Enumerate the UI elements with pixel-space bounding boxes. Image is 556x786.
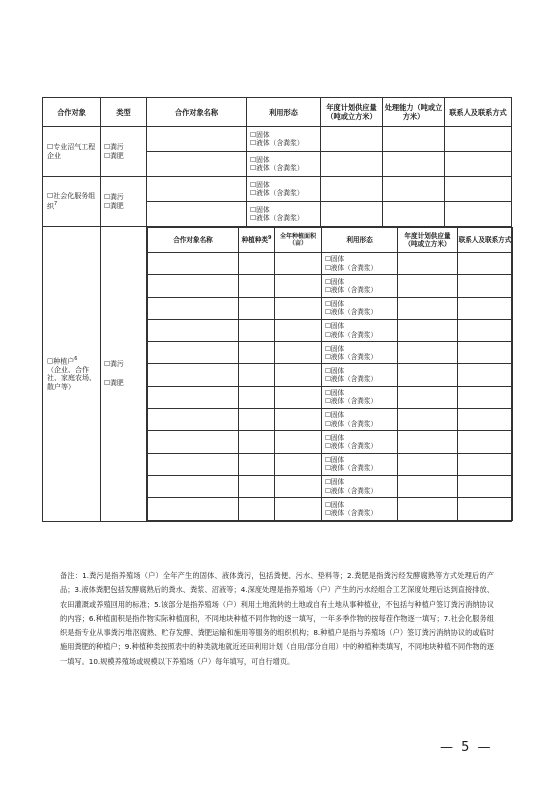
solid-checkbox[interactable]: ☐固体 (325, 300, 345, 308)
partner-name-cell[interactable] (148, 364, 239, 386)
contact-cell[interactable] (458, 364, 513, 386)
sub-header-annual-supply: 年度计划供应量（吨或立方米） (398, 228, 458, 253)
solid-checkbox[interactable]: ☐固体 (325, 255, 345, 264)
contact-cell[interactable] (445, 152, 512, 177)
partner-name-cell[interactable] (148, 253, 239, 275)
area-cell[interactable] (275, 253, 322, 275)
sub-header-contact: 联系人及联系方式 (458, 228, 513, 253)
contact-cell[interactable] (445, 202, 512, 227)
partner-table (42, 97, 512, 522)
header-contact: 联系人及联系方式 (445, 98, 512, 127)
planter-sub-row (148, 319, 513, 341)
solid-checkbox[interactable]: ☐固体 (250, 205, 270, 214)
footnote-mark: 7 (54, 200, 58, 207)
contact-cell[interactable] (458, 475, 513, 497)
area-cell[interactable] (275, 297, 322, 319)
solid-checkbox[interactable]: ☐固体 (325, 389, 345, 398)
area-cell[interactable] (275, 319, 322, 341)
planter-sub-row (148, 253, 513, 275)
solid-checkbox[interactable]: ☐固体 (250, 180, 270, 189)
area-cell[interactable] (275, 409, 322, 431)
supply-cell[interactable] (398, 342, 458, 364)
contact-cell[interactable] (458, 275, 513, 297)
capacity-cell[interactable] (383, 127, 445, 152)
sub-header-partner-name: 合作对象名称 (148, 228, 239, 253)
liquid-checkbox[interactable]: ☐液体（含粪浆） (325, 397, 378, 406)
area-cell[interactable] (275, 431, 322, 453)
crop-cell[interactable] (239, 409, 275, 431)
supply-cell[interactable] (398, 297, 458, 319)
liquid-checkbox[interactable]: ☐液体（含粪浆） (250, 164, 304, 172)
planter-subtable-cell (147, 227, 512, 522)
partner-name-cell[interactable] (147, 152, 247, 177)
page-number: — 5 — (440, 740, 493, 755)
crop-cell[interactable] (239, 498, 275, 520)
crop-cell[interactable] (239, 364, 275, 386)
contact-cell[interactable] (458, 253, 513, 275)
solid-checkbox[interactable]: ☐固体 (325, 411, 345, 420)
partner-name-cell[interactable] (148, 386, 239, 408)
manure-waste-checkbox[interactable]: ☐粪污 (104, 193, 124, 202)
solid-checkbox[interactable]: ☐固体 (325, 344, 345, 353)
liquid-checkbox[interactable]: ☐液体（含粪浆） (250, 214, 304, 222)
liquid-checkbox[interactable]: ☐液体（含粪浆） (325, 352, 378, 361)
area-cell[interactable] (275, 498, 322, 520)
partner-planter-cell (43, 227, 101, 522)
header-type: 类型 (101, 98, 147, 127)
use-form-cell (322, 319, 398, 341)
supply-cell[interactable] (398, 431, 458, 453)
solid-checkbox[interactable]: ☐固体 (325, 433, 345, 442)
liquid-checkbox[interactable]: ☐液体（含粪浆） (325, 442, 378, 451)
partner-name-cell[interactable] (148, 475, 239, 497)
footnote-mark: 9 (267, 235, 272, 242)
supply-cell[interactable] (398, 498, 458, 520)
supply-cell[interactable] (321, 127, 383, 152)
contact-cell[interactable] (458, 342, 513, 364)
table-row (43, 127, 512, 152)
liquid-checkbox[interactable]: ☐液体（含粪浆） (325, 330, 378, 339)
liquid-checkbox[interactable]: ☐液体（含粪浆） (325, 486, 378, 495)
solid-checkbox[interactable]: ☐固体 (250, 130, 270, 139)
partner-name-cell[interactable] (148, 431, 239, 453)
use-form-cell (322, 386, 398, 408)
area-cell[interactable] (275, 386, 322, 408)
planter-sub-row (148, 431, 513, 453)
use-form-cell (247, 202, 321, 227)
liquid-checkbox[interactable]: ☐液体（含粪浆） (325, 375, 378, 384)
supply-cell[interactable] (321, 177, 383, 202)
partner-name-cell[interactable] (148, 319, 239, 341)
use-form-cell (322, 342, 398, 364)
area-cell[interactable] (275, 275, 322, 297)
manure-fert-checkbox[interactable]: ☐粪肥 (104, 151, 124, 160)
solid-checkbox[interactable]: ☐固体 (325, 277, 345, 286)
liquid-checkbox[interactable]: ☐液体（含粪浆） (325, 263, 378, 272)
use-form-cell (322, 275, 398, 297)
supply-cell[interactable] (321, 202, 383, 227)
type-options (101, 227, 147, 522)
liquid-checkbox[interactable]: ☐液体（含粪浆） (325, 308, 378, 317)
header-annual-supply: 年度计划供应量（吨或立方米） (321, 98, 383, 127)
planter-sub-row (148, 386, 513, 408)
partner-name-cell[interactable] (147, 127, 247, 152)
planter-sub-row (148, 342, 513, 364)
supply-cell[interactable] (398, 409, 458, 431)
area-cell[interactable] (275, 364, 322, 386)
use-form-cell (322, 453, 398, 475)
contact-cell[interactable] (458, 498, 513, 520)
partner-planter-checkbox[interactable]: ☐种植户 (47, 356, 75, 365)
planter-sub-row (148, 498, 513, 520)
partner-name-cell[interactable] (148, 275, 239, 297)
partner-name-cell[interactable] (147, 202, 247, 227)
use-form-cell (322, 498, 398, 520)
liquid-checkbox[interactable]: ☐液体（含粪浆） (325, 419, 378, 428)
use-form-cell (247, 127, 321, 152)
planter-sub-row (148, 364, 513, 386)
sub-header-area: 全年种植面积（亩） (275, 228, 322, 253)
crop-cell[interactable] (239, 297, 275, 319)
partner-name-cell[interactable] (148, 498, 239, 520)
supply-cell[interactable] (398, 453, 458, 475)
solid-checkbox[interactable]: ☐固体 (325, 366, 345, 375)
header-use-form: 利用形态 (247, 98, 321, 127)
partner-name-cell[interactable] (148, 297, 239, 319)
partner-name-cell[interactable] (148, 409, 239, 431)
subtable-header-row (148, 228, 513, 253)
liquid-checkbox[interactable]: ☐液体（含粪浆） (250, 139, 304, 147)
sub-header-use-form: 利用形态 (322, 228, 398, 253)
capacity-cell[interactable] (383, 202, 445, 227)
area-cell[interactable] (275, 342, 322, 364)
solid-checkbox[interactable]: ☐固体 (325, 456, 345, 465)
partner-biogas-checkbox[interactable]: ☐专业沼气工程企业 (43, 127, 101, 177)
manure-fert-checkbox[interactable]: ☐粪肥 (104, 201, 124, 210)
crop-cell[interactable] (239, 342, 275, 364)
contact-cell[interactable] (458, 453, 513, 475)
header-capacity: 处理能力（吨或立方米） (383, 98, 445, 127)
planter-sub-row (148, 475, 513, 497)
use-form-cell (247, 177, 321, 202)
notes-text: 备注：1.粪污是指养殖场（户）全年产生的固体、液体粪污，包括粪便、污水、垫料等；2.粪肥是指粪污经发酵腐熟等方式处理后的产品；3.液体粪肥包括发酵腐熟后的粪水、粪浆、沼液等；4.深度处理是指养殖场（户）产生的污水经组合工艺深度处理后达到直接排放、农田灌溉或养殖回用的标准；5.该部分是指养殖场（户）利用土地流转的土地或自有土地从事种植业，不包括与种植户签订粪污消纳协议的内容；6.种植面积是指作物实际种植面积，不同地块种植不同作物的逐一填写，一年多季作物的按每茬作物逐一填写；7.社会化服务组织是指专业从事粪污堆沤腐熟、贮存发酵、粪肥运输和施用等服务的组织机构；8.种植户是指与养殖场（户）签订粪污消纳协议的或临时施用粪肥的种植户；9.种植种类按照表中的种类就地就近还田利用计划（自用/部分自用）中的种植种类填写，不同地块种植不同作物的逐一填写。10.规模养殖场或规模以下养殖场（户）每年填写，可自行增页。 (60, 571, 494, 666)
liquid-checkbox[interactable]: ☐液体（含粪浆） (250, 189, 304, 197)
supply-cell[interactable] (398, 275, 458, 297)
crop-cell[interactable] (239, 253, 275, 275)
footnote-mark: 6 (74, 355, 78, 362)
contact-cell[interactable] (445, 177, 512, 202)
supply-cell[interactable] (398, 386, 458, 408)
crop-cell[interactable] (239, 319, 275, 341)
partner-name-cell[interactable] (147, 177, 247, 202)
partner-service-checkbox[interactable]: ☐社会化服务组织 (47, 192, 96, 211)
supply-cell[interactable] (398, 319, 458, 341)
use-form-cell (322, 253, 398, 275)
supply-cell[interactable] (398, 475, 458, 497)
partner-name-cell[interactable] (148, 342, 239, 364)
use-form-cell (322, 475, 398, 497)
crop-cell[interactable] (239, 475, 275, 497)
manure-waste-checkbox[interactable]: ☐粪污 (104, 360, 124, 369)
contact-cell[interactable] (458, 386, 513, 408)
header-partner: 合作对象 (43, 98, 101, 127)
contact-cell[interactable] (458, 431, 513, 453)
header-partner-name: 合作对象名称 (147, 98, 247, 127)
solid-checkbox[interactable]: ☐固体 (325, 500, 345, 509)
planter-subtable (147, 227, 513, 521)
liquid-checkbox[interactable]: ☐液体（含粪浆） (325, 464, 378, 473)
planter-sub-row (148, 297, 513, 319)
planter-row (43, 227, 512, 522)
sub-header-crop (239, 228, 275, 253)
partner-service-cell (43, 177, 101, 227)
contact-cell[interactable] (458, 297, 513, 319)
planter-sub-row (148, 453, 513, 475)
capacity-cell[interactable] (383, 177, 445, 202)
manure-waste-checkbox[interactable]: ☐粪污 (104, 143, 124, 152)
table-row (43, 177, 512, 202)
supply-cell[interactable] (398, 364, 458, 386)
solid-checkbox[interactable]: ☐固体 (325, 478, 345, 487)
type-options (101, 127, 147, 177)
planter-sub-row (148, 409, 513, 431)
crop-cell[interactable] (239, 431, 275, 453)
table-header-row (43, 98, 512, 127)
partner-name-cell[interactable] (148, 453, 239, 475)
contact-cell[interactable] (445, 127, 512, 152)
area-cell[interactable] (275, 453, 322, 475)
capacity-cell[interactable] (383, 152, 445, 177)
area-cell[interactable] (275, 475, 322, 497)
solid-checkbox[interactable]: ☐固体 (325, 322, 345, 331)
contact-cell[interactable] (458, 409, 513, 431)
use-form-cell (322, 297, 398, 319)
solid-checkbox[interactable]: ☐固体 (250, 155, 270, 164)
use-form-cell (247, 152, 321, 177)
supply-cell[interactable] (398, 253, 458, 275)
planter-sub-row (148, 275, 513, 297)
crop-cell[interactable] (239, 275, 275, 297)
type-options (101, 177, 147, 227)
use-form-cell (322, 409, 398, 431)
supply-cell[interactable] (321, 152, 383, 177)
crop-cell[interactable] (239, 386, 275, 408)
planter-detail: （企业、合作社、家庭农场、散户等） (47, 365, 96, 392)
liquid-checkbox[interactable]: ☐液体（含粪浆） (325, 508, 378, 517)
sub-header-crop-label: 种植种类 (241, 236, 268, 245)
use-form-cell (322, 431, 398, 453)
manure-fert-checkbox[interactable]: ☐粪肥 (104, 378, 124, 387)
crop-cell[interactable] (239, 453, 275, 475)
liquid-checkbox[interactable]: ☐液体（含粪浆） (325, 285, 378, 294)
use-form-cell (322, 364, 398, 386)
contact-cell[interactable] (458, 319, 513, 341)
